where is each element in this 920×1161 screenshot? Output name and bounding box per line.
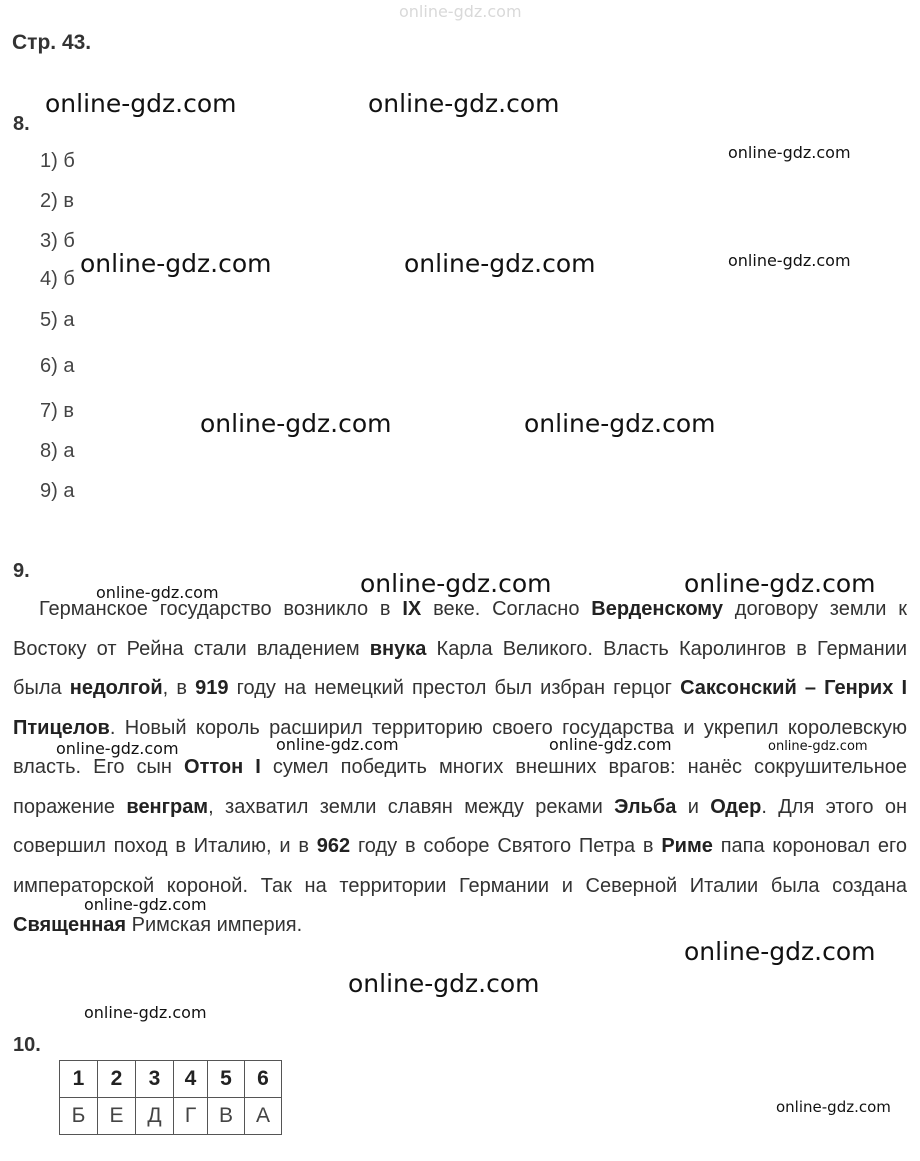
watermark: online-gdz.com bbox=[276, 735, 399, 754]
table-header-cell: 6 bbox=[245, 1061, 282, 1098]
q9-segment: году в соборе Святого Петра в bbox=[350, 835, 662, 857]
watermark: online-gdz.com bbox=[524, 409, 716, 438]
q9-segment: договору земли к Востоку от Рейна стали владением bbox=[13, 598, 907, 660]
table-header-cell: 3 bbox=[136, 1061, 174, 1098]
watermark: online-gdz.com bbox=[684, 569, 876, 598]
q9-segment: Римская империя. bbox=[126, 914, 303, 936]
q9-term-grandson: внука bbox=[369, 637, 427, 660]
q9-term-treaty: Верденскому bbox=[591, 598, 723, 620]
q9-segment: папа короновал его императорской короной. Так на территории Германии и Северной Италии была создана bbox=[13, 835, 907, 897]
watermark: online-gdz.com bbox=[96, 583, 219, 602]
q8-answer-3: 3) б bbox=[40, 230, 75, 252]
q9-term-year-962: 962 bbox=[316, 835, 351, 857]
watermark: online-gdz.com bbox=[776, 1098, 891, 1116]
q9-segment: веке. Согласно bbox=[421, 598, 592, 620]
q9-term-hungarians: венграм bbox=[126, 795, 209, 818]
table-value-cell: В bbox=[208, 1098, 245, 1135]
table-value-cell: А bbox=[245, 1098, 282, 1135]
question-9-paragraph bbox=[13, 590, 907, 946]
table-value-cell: Б bbox=[60, 1098, 98, 1135]
watermark: online-gdz.com bbox=[56, 739, 179, 758]
watermark: online-gdz.com bbox=[84, 1003, 207, 1022]
question-9-number: 9. bbox=[13, 560, 30, 582]
q9-term-elbe: Эльба bbox=[614, 795, 677, 818]
table-header-cell: 1 bbox=[60, 1061, 98, 1098]
q8-answer-5: 5) а bbox=[40, 309, 75, 331]
table-header-cell: 2 bbox=[98, 1061, 136, 1098]
q8-answer-6: 6) а bbox=[40, 355, 75, 377]
page-reference: Стр. 43. bbox=[12, 31, 92, 54]
q9-segment: , захватил земли славян между реками bbox=[208, 795, 615, 818]
watermark: online-gdz.com bbox=[404, 249, 596, 278]
q9-term-century: IX bbox=[402, 598, 422, 620]
q9-term-oder: Одер bbox=[710, 795, 762, 818]
watermark: online-gdz.com bbox=[45, 89, 237, 118]
watermark: online-gdz.com bbox=[84, 895, 207, 914]
q9-term-otto: Оттон I bbox=[184, 756, 261, 778]
question-8-number: 8. bbox=[13, 113, 30, 135]
q8-answer-9: 9) а bbox=[40, 480, 75, 502]
q9-term-rome: Риме bbox=[661, 835, 713, 857]
q9-segment: . Новый король расширил территорию своего государства и укрепил королевскую власть. Его сын bbox=[13, 716, 907, 778]
watermark: online-gdz.com bbox=[684, 937, 876, 966]
table-value-cell: Е bbox=[98, 1098, 136, 1135]
q9-segment: . Для этого он совершил поход в Италию, и в bbox=[13, 795, 907, 857]
question-10-number: 10. bbox=[13, 1034, 41, 1056]
q9-segment: и bbox=[676, 795, 711, 818]
answer-table-header-row bbox=[60, 1061, 282, 1098]
q9-term-short: недолгой bbox=[69, 677, 163, 699]
q8-answer-8: 8) а bbox=[40, 440, 75, 462]
watermark: online-gdz.com bbox=[368, 89, 560, 118]
watermark: online-gdz.com bbox=[80, 249, 272, 278]
watermark-top: online-gdz.com bbox=[399, 2, 522, 21]
q9-segment: Карла Великого. Власть Каролингов в Германии была bbox=[13, 637, 907, 699]
q9-term-holy: Священная bbox=[13, 914, 127, 936]
watermark: online-gdz.com bbox=[728, 143, 851, 162]
q8-answer-7: 7) в bbox=[40, 400, 74, 422]
table-value-cell: Д bbox=[136, 1098, 174, 1135]
watermark: online-gdz.com bbox=[728, 251, 851, 270]
table-value-cell: Г bbox=[174, 1098, 208, 1135]
q9-segment: сумел победить многих внешних врагов: нанёс сокрушительное поражение bbox=[13, 756, 908, 818]
q8-answer-2: 2) в bbox=[40, 190, 74, 212]
watermark: online-gdz.com bbox=[549, 735, 672, 754]
table-header-cell: 5 bbox=[208, 1061, 245, 1098]
q9-segment: Германское государство возникло в bbox=[39, 598, 403, 620]
watermark: online-gdz.com bbox=[348, 969, 540, 998]
watermark: online-gdz.com bbox=[200, 409, 392, 438]
q8-answer-4: 4) б bbox=[40, 268, 75, 290]
watermark: online-gdz.com bbox=[360, 569, 552, 598]
q9-segment: , в bbox=[162, 677, 196, 699]
q9-segment: году на немецкий престол был избран герцог bbox=[228, 677, 681, 699]
table-header-cell: 4 bbox=[174, 1061, 208, 1098]
answer-table-value-row bbox=[60, 1098, 282, 1135]
watermark: online-gdz.com bbox=[768, 739, 868, 754]
q9-term-henry: Саксонский – Генрих I Птицелов bbox=[13, 677, 908, 739]
q8-answer-1: 1) б bbox=[40, 150, 75, 172]
answer-table bbox=[59, 1060, 282, 1135]
q9-term-year-919: 919 bbox=[195, 677, 229, 699]
